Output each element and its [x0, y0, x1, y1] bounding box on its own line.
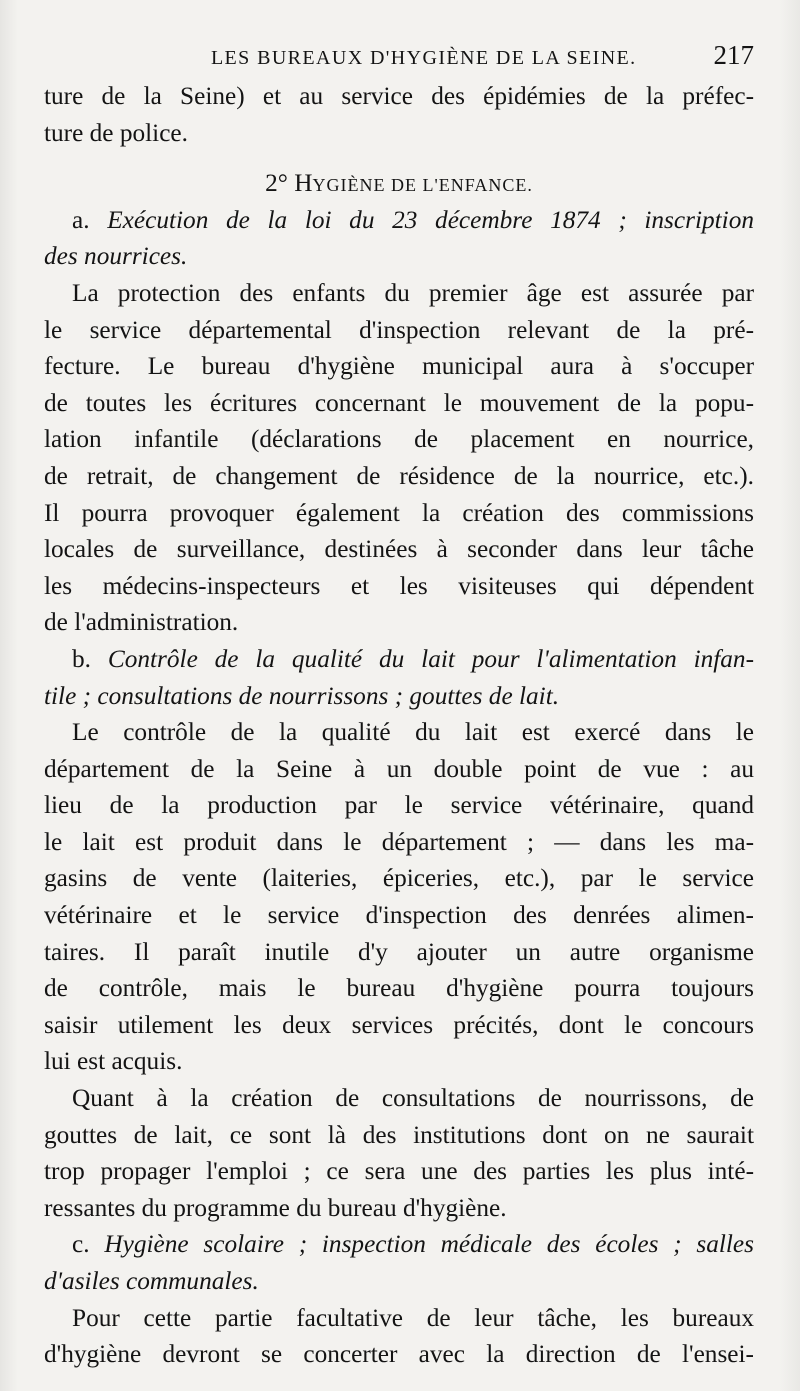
- text-line: le lait est produit dans le département ; — dans les ma-: [44, 827, 754, 856]
- text-line: ture de la Seine) et au service des épidémies de la préfec-: [44, 82, 754, 110]
- heading-initial: H: [294, 169, 313, 198]
- section-number: 2°: [265, 169, 288, 198]
- text-line: gouttes de lait, ce sont là des institutions dont on ne saurait: [44, 1120, 754, 1149]
- text-line: lui est acquis.: [44, 1047, 183, 1076]
- text-line: lieu de la production par le service vétérinaire, quand: [44, 791, 754, 820]
- text-line: vétérinaire et le service d'inspection des denrées alimen-: [44, 901, 754, 930]
- text-line: ture de police.: [44, 118, 188, 147]
- text-line: de contrôle, mais le bureau d'hygiène pourra toujours: [44, 974, 754, 1003]
- text-line: le service départemental d'inspection relevant de la pré-: [44, 315, 754, 344]
- subsection-title-cont: des nourrices.: [44, 242, 188, 271]
- subsection-letter: a.: [72, 205, 90, 234]
- text-line: de toutes les écritures concernant le mouvement de la popu-: [44, 388, 754, 417]
- text-line: département de la Seine à un double point de vue : au: [44, 754, 754, 783]
- subsection-title-text: Contrôle de la qualité du lait pour l'alimentation infan-: [107, 644, 754, 673]
- page-body: [44, 78, 754, 1373]
- subsection-letter: c.: [72, 1230, 90, 1259]
- running-head: LES BUREAUX D'HYGIÈNE DE LA SEINE.: [210, 47, 637, 69]
- subsection-title-text: Hygiène scolaire ; inspection médicale des écoles ; salles: [104, 1230, 754, 1259]
- subsection-title-cont: tile ; consultations de nourrissons ; gouttes de lait.: [44, 681, 560, 710]
- heading-smallcaps: YGIÈNE DE L'ENFANCE.: [312, 175, 533, 196]
- text-line: gasins de vente (laiteries, épiceries, etc.), par le service: [44, 864, 754, 893]
- subsection-title: [44, 202, 754, 239]
- section-heading: [44, 165, 754, 202]
- text-line: Pour cette partie facultative de leur tâche, les bureaux: [72, 1303, 754, 1332]
- page-header: [44, 32, 754, 78]
- text-line: ressantes du programme du bureau d'hygiène.: [44, 1193, 507, 1222]
- subsection-title-cont: d'asiles communales.: [44, 1267, 259, 1295]
- text-line: locales de surveillance, destinées à seconder dans leur tâche: [44, 535, 754, 564]
- text-line: Il pourra provoquer également la création des commissions: [44, 498, 754, 527]
- text-line: de retrait, de changement de résidence de la nourrice, etc.).: [44, 461, 754, 490]
- text-line: Quant à la création de consultations de nourrissons, de: [72, 1084, 754, 1113]
- text-line: d'hygiène devront se concerter avec la direction de l'ensei-: [44, 1340, 754, 1369]
- subsection-letter: b.: [72, 644, 91, 673]
- subsection-title-text: Exécution de la loi du 23 décembre 1874 ; inscription: [107, 205, 755, 234]
- page-number: 217: [713, 40, 754, 70]
- text-line: trop propager l'emploi ; ce sera une des parties les plus inté-: [44, 1157, 754, 1186]
- text-line: fecture. Le bureau d'hygiène municipal aura à s'occuper: [44, 352, 754, 381]
- text-line: Le contrôle de la qualité du lait est exercé dans le: [72, 718, 754, 747]
- text-line: La protection des enfants du premier âge est assurée par: [72, 278, 754, 307]
- text-line: de l'administration.: [44, 608, 239, 637]
- text-line: saisir utilement les deux services précités, dont le concours: [44, 1010, 754, 1039]
- text-line: les médecins-inspecteurs et les visiteuses qui dépendent: [44, 571, 754, 600]
- text-line: taires. Il paraît inutile d'y ajouter un autre organisme: [44, 937, 754, 966]
- text-line: lation infantile (déclarations de placement en nourrice,: [44, 425, 754, 454]
- subsection-title: [44, 641, 754, 678]
- subsection-title: [44, 1226, 754, 1263]
